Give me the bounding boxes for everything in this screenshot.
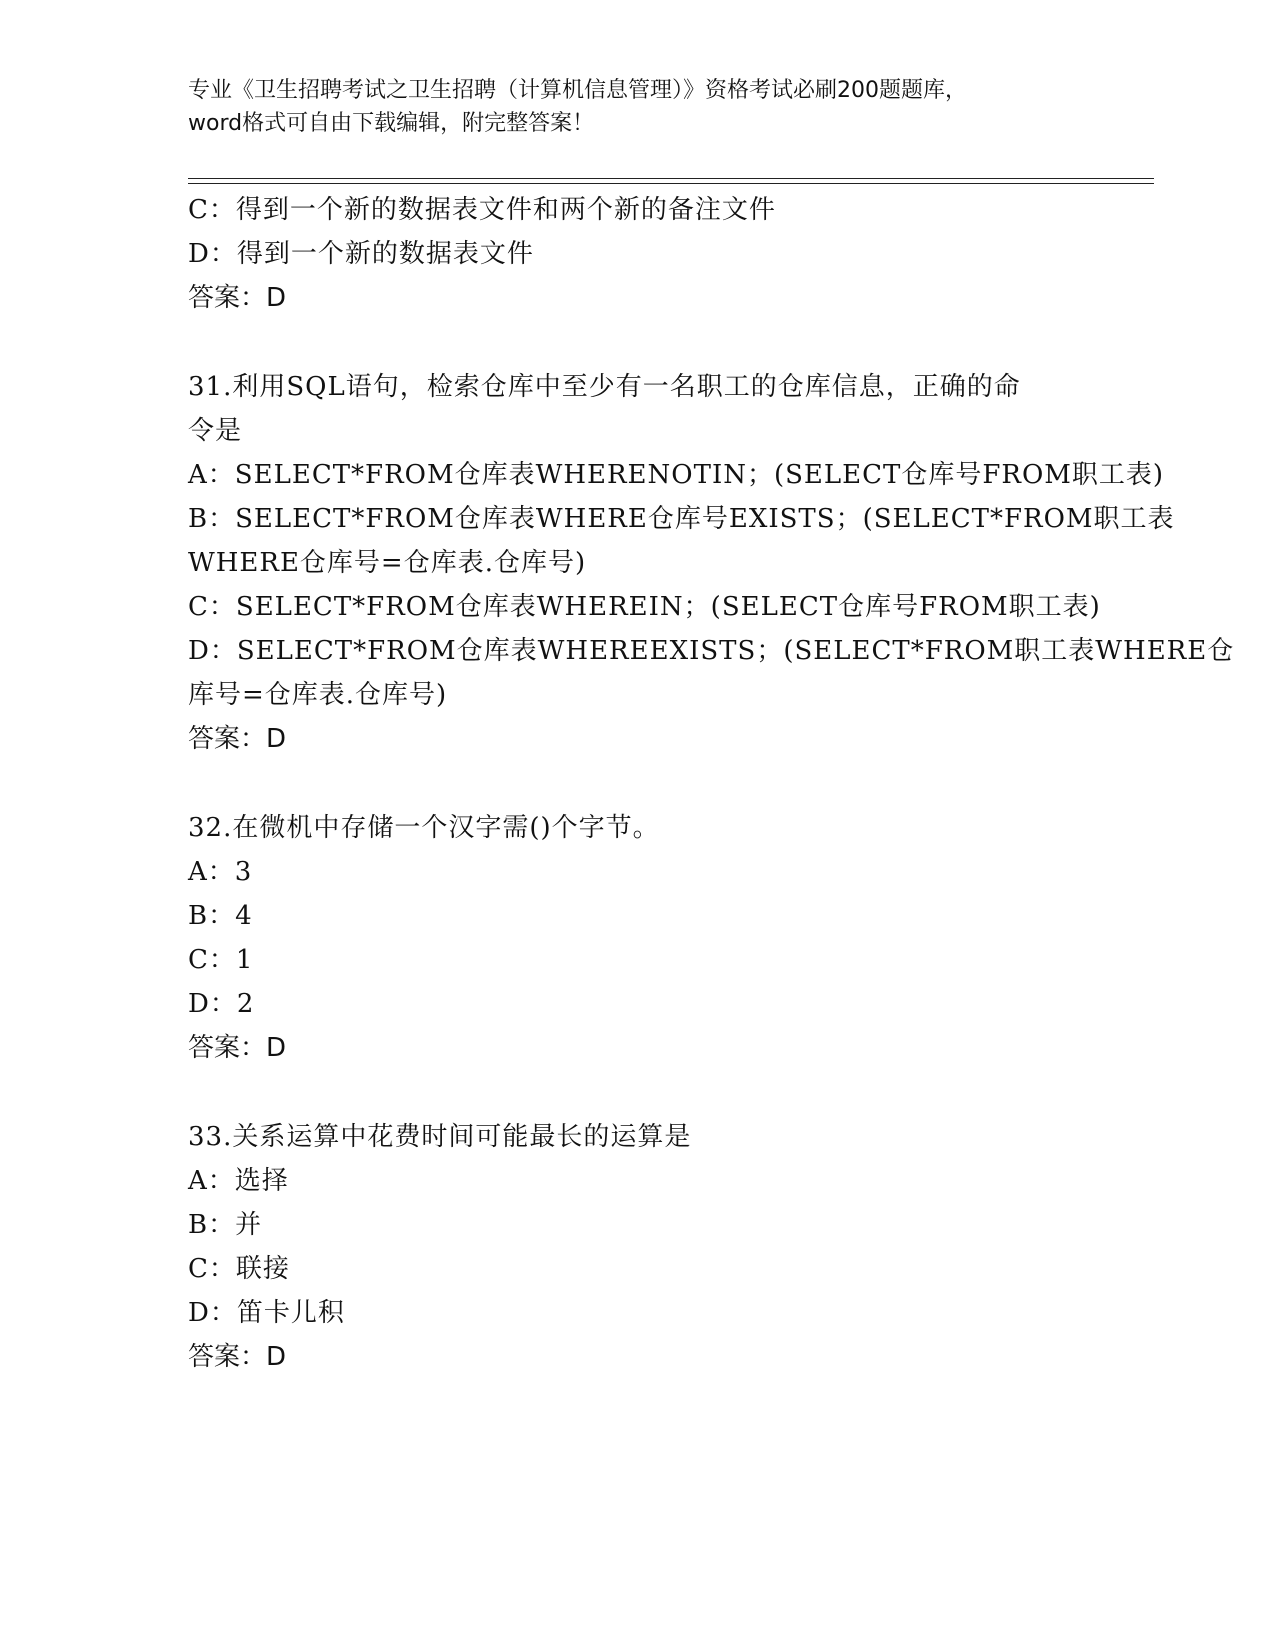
header-divider-top [188, 178, 1154, 179]
q33-option-d: D：笛卡儿积 [188, 1298, 345, 1328]
q32-option-c: C：1 [188, 945, 254, 975]
q31-option-c: C：SELECT*FROM仓库表WHEREIN；(SELECT仓库号FROM职工表) [188, 592, 1101, 622]
q33-option-b: B：并 [188, 1210, 263, 1240]
q32-option-a: A：3 [188, 857, 253, 887]
q32-option-b: B：4 [188, 901, 253, 931]
q31-option-a: A：SELECT*FROM仓库表WHERENOTIN；(SELECT仓库号FROM职工表) [188, 460, 1165, 490]
q33-stem: 33.关系运算中花费时间可能最长的运算是 [188, 1122, 692, 1152]
q30-option-c: C：得到一个新的数据表文件和两个新的备注文件 [188, 195, 776, 225]
q31-option-d-line-1: D：SELECT*FROM仓库表WHEREEXISTS；(SELECT*FROM职工表WHERE仓 [188, 636, 1235, 666]
header-line-1: 专业《卫生招聘考试之卫生招聘（计算机信息管理）》资格考试必刷200题题库， [188, 78, 967, 103]
q31-stem-line-2: 令是 [188, 416, 243, 446]
q31-option-b-line-1: B：SELECT*FROM仓库表WHERE仓库号EXISTS；(SELECT*FROM职工表 [188, 504, 1175, 534]
q33-answer: 答案：D [188, 1342, 287, 1372]
q31-answer: 答案：D [188, 724, 287, 754]
q31-stem-line-1: 31.利用SQL语句，检索仓库中至少有一名职工的仓库信息，正确的命 [188, 372, 1021, 402]
q33-option-c: C：联接 [188, 1254, 290, 1284]
header-line-2: word格式可自由下载编辑，附完整答案！ [188, 111, 595, 136]
q30-answer: 答案：D [188, 283, 287, 313]
document-header [188, 74, 1088, 140]
q32-answer: 答案：D [188, 1033, 287, 1063]
q32-option-d: D：2 [188, 989, 255, 1019]
q32-stem: 32.在微机中存储一个汉字需()个字节。 [188, 813, 660, 843]
q33-option-a: A：选择 [188, 1166, 289, 1196]
header-divider-bottom [188, 183, 1154, 184]
q31-option-d-line-2: 库号=仓库表.仓库号) [188, 680, 448, 710]
q31-option-b-line-2: WHERE仓库号=仓库表.仓库号) [188, 548, 587, 578]
q30-option-d: D：得到一个新的数据表文件 [188, 239, 534, 269]
